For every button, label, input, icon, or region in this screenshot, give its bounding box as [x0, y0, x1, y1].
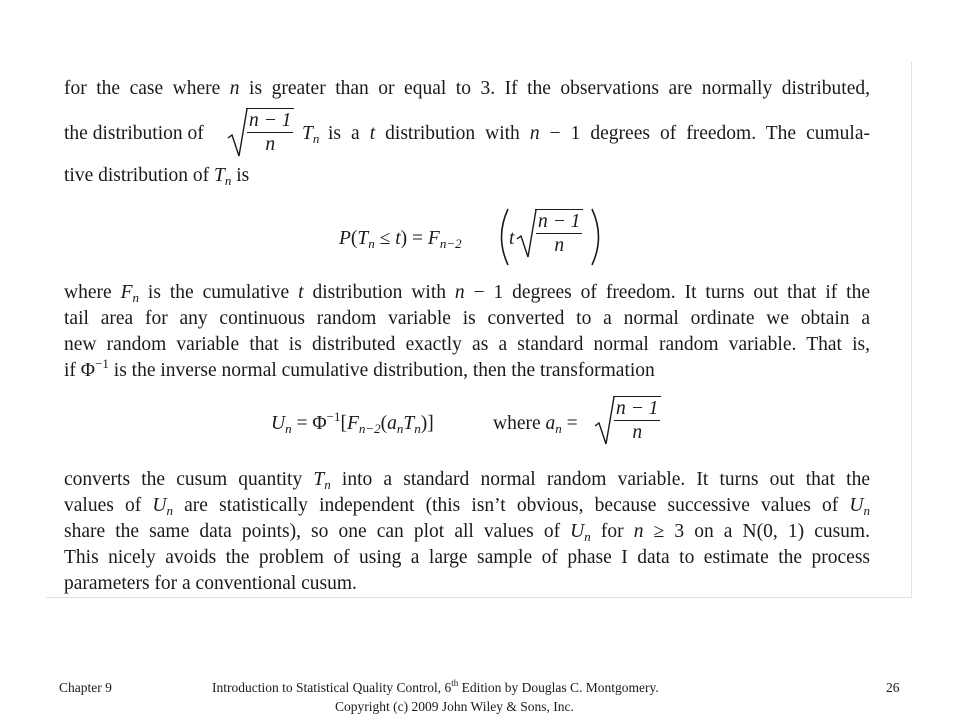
text: share the same data points), so one can plot all values of	[64, 521, 571, 542]
paragraph-line-3	[64, 164, 870, 188]
text: Introduction to Statistical Quality Control, 6	[212, 680, 452, 695]
paragraph-line-1	[64, 77, 870, 101]
text: if	[64, 360, 81, 381]
num-text: n − 1	[616, 398, 659, 419]
var-F: F	[427, 228, 440, 249]
text: for the case where	[64, 78, 230, 99]
sqrt-inner	[613, 396, 661, 444]
paragraph-line-10	[64, 520, 870, 544]
denominator	[614, 421, 660, 444]
var-T: T	[403, 413, 415, 434]
sqrt-expression	[226, 108, 294, 156]
text: where	[64, 282, 121, 303]
var-T: T	[357, 228, 369, 249]
den-text: n	[632, 422, 643, 443]
text: Edition by Douglas C. Montgomery.	[458, 680, 659, 695]
paragraph-line-4	[64, 281, 870, 305]
bracket: [	[340, 413, 347, 434]
text: is	[231, 165, 250, 186]
den-text: n	[265, 134, 276, 155]
var-T: T	[313, 469, 325, 490]
radical-sign	[515, 209, 537, 259]
sqrt-inner	[535, 209, 583, 257]
paragraph-line-7	[64, 356, 870, 383]
var-t: t	[395, 228, 401, 249]
phi-symbol: Φ	[80, 360, 96, 381]
sub-n: n	[132, 290, 139, 305]
sqrt-expression	[593, 396, 661, 444]
var-t: t	[298, 282, 304, 303]
paren: (	[380, 413, 388, 434]
T-n-symbol	[302, 122, 319, 146]
text: is the cumulative	[138, 282, 299, 303]
text: is a	[328, 123, 370, 144]
footer-page-number: 26	[886, 680, 900, 695]
var-a: a	[387, 413, 397, 434]
text	[328, 122, 870, 146]
den-text: n	[554, 235, 565, 256]
paren: (	[350, 228, 358, 249]
equals-phi: = Φ	[291, 413, 327, 434]
equation-transformation	[271, 396, 671, 452]
numerator	[614, 397, 660, 421]
text: where	[493, 413, 546, 434]
lhs	[271, 409, 434, 436]
sub-n: n	[224, 173, 232, 188]
var-F: F	[120, 282, 133, 303]
text: distribution with	[303, 282, 455, 303]
var-U: U	[849, 495, 864, 516]
text: − 1 degrees of freedom. The cumula-	[539, 123, 870, 144]
leq: ≤	[374, 228, 396, 249]
sub-n: n	[324, 477, 331, 492]
sub-n: n	[863, 503, 870, 518]
var-P: P	[339, 228, 351, 249]
text: for	[590, 521, 634, 542]
var-F: F	[346, 413, 359, 434]
num-text: n − 1	[538, 211, 581, 232]
var-n: n	[633, 521, 644, 542]
paragraph-line-2	[64, 108, 870, 158]
text: are statistically independent (this isn’t obvious, because successive values of	[172, 495, 850, 516]
text: is the inverse normal cumulative distribution, then the transformation	[108, 360, 655, 381]
text: values of	[64, 495, 153, 516]
sqrt-inner	[246, 108, 294, 156]
fraction	[614, 397, 660, 444]
equation-cumulative-distribution	[339, 205, 609, 269]
sub-n: n	[414, 421, 421, 436]
sub-n: n	[312, 131, 320, 146]
sub-n: n	[368, 236, 375, 251]
numerator	[247, 109, 293, 133]
footer-book-title	[212, 680, 659, 696]
sub-n: n	[396, 421, 404, 436]
var-n: n	[454, 282, 465, 303]
var-T: T	[302, 123, 313, 144]
text: tive distribution of	[64, 165, 215, 186]
sup-minus-1: −1	[326, 409, 341, 424]
text: ≥ 3 on a N(0, 1) cusum.	[643, 521, 870, 542]
radical-sign	[226, 108, 248, 158]
right-paren	[587, 207, 607, 267]
sup-th: th	[451, 678, 459, 688]
sub-n: n	[555, 421, 562, 436]
sub-n: n	[166, 503, 173, 518]
var-t: t	[509, 228, 515, 249]
paragraph-line-12: parameters for a conventional cusum.	[64, 573, 357, 594]
footer-chapter: Chapter 9	[59, 680, 112, 695]
fraction	[247, 109, 293, 156]
text: distribution with	[375, 123, 530, 144]
sub-n: n	[285, 421, 292, 436]
text: − 1 degrees of freedom. It turns out that if the	[464, 282, 870, 303]
numerator	[536, 210, 582, 234]
text: converts the cusum quantity	[64, 469, 314, 490]
denominator	[247, 133, 293, 156]
sub-n-2: n−2	[358, 421, 381, 436]
text: is greater than or equal to 3. If the observations are normally distributed,	[239, 78, 870, 99]
lhs	[339, 227, 462, 251]
fraction	[536, 210, 582, 257]
var-U: U	[152, 495, 167, 516]
var-n: n	[229, 78, 240, 99]
sup-minus-1: −1	[95, 356, 109, 371]
sub-n-2: n−2	[439, 236, 462, 251]
text: the distribution of	[64, 123, 204, 144]
equals: ) =	[400, 228, 428, 249]
sub-n: n	[584, 529, 591, 544]
denominator	[536, 234, 582, 257]
equals: =	[561, 413, 578, 434]
close: )]	[420, 413, 434, 434]
var-n: n	[529, 123, 540, 144]
sqrt-expression	[515, 209, 583, 257]
num-text: n − 1	[249, 110, 292, 131]
var-U: U	[570, 521, 585, 542]
text: into a standard normal random variable. It turns out that the	[330, 469, 870, 490]
footer-copyright: Copyright (c) 2009 John Wiley & Sons, Inc.	[335, 699, 574, 714]
paragraph-line-8	[64, 468, 870, 492]
paragraph-line-9	[64, 494, 870, 518]
var-U: U	[271, 413, 286, 434]
var-T: T	[214, 165, 225, 186]
var-a: a	[545, 413, 556, 434]
paragraph-line-6: new random variable that is distributed exactly as a standard normal random variable. That is,	[64, 334, 870, 355]
paragraph-line-11: This nicely avoids the problem of using a large sample of phase I data to estimate the process	[64, 547, 870, 568]
paragraph-line-5: tail area for any continuous random variable is converted to a normal ordinate we obtain a	[64, 308, 870, 329]
where-clause	[493, 412, 578, 436]
radical-sign	[593, 396, 615, 446]
var-t: t	[369, 123, 376, 144]
